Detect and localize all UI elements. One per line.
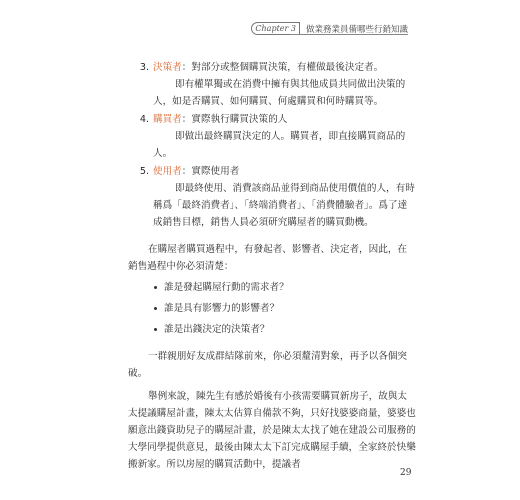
item-body: 即最終使用、消費該商品並得到商品使用價值的人，有時稱爲「最終消費者」、「終端消費者」、「消費體驗者」。爲了達成銷售目標，銷售人員必須研究購屋者的購買動機。	[153, 183, 415, 228]
item-number: 5.	[139, 166, 149, 177]
term-intro: ：對部分或整個購買決策，有權做最後決定者。	[181, 62, 384, 73]
page-number: 29	[400, 468, 412, 478]
item-body: 即有權單獨或在消費中擁有與其他成員共同做出決策的人，如是否購買、如何購買、何處購買和何時購買等。	[153, 79, 406, 107]
bullet-item: 誰是具有影響力的影響者？	[152, 300, 416, 317]
term-label: 決策者	[153, 62, 182, 73]
term-label: 使用者	[153, 166, 182, 177]
item-number: 4.	[139, 114, 149, 125]
header-rule	[290, 34, 408, 35]
list-item	[128, 111, 416, 128]
running-title: 做業務業員備哪些行銷知識	[305, 24, 408, 35]
page-body	[128, 58, 416, 473]
paragraph: 一群親朋好友成群結隊前來，你必須釐清對象，再予以各個突破。	[128, 351, 408, 379]
term-intro: ：實際使用者	[181, 166, 240, 177]
list-item	[128, 59, 416, 76]
paragraph: 在購屋者購買過程中，有發起者、影響者、決定者，因此，在銷售過程中你必須清楚：	[128, 244, 408, 272]
paragraph: 舉例來說，陳先生有感於婚後有小孩需要購買新房子，故與太太提議購屋計畫，陳太太估算自備款不夠，只好找婆婆商量，婆婆也願意出錢資助兒子的購屋計畫，於是陳太太找了她在建設公司服務的大學同學提供意見，最後由陳太太下訂完成購屋手續，全家終於快樂搬新家。所以房屋的購買活動中，提議者	[128, 391, 416, 470]
term-label: 購買者	[153, 114, 182, 125]
bullet-item: 誰是發起購屋行動的需求者？	[152, 279, 416, 296]
bullet-item: 誰是出錢決定的決策者？	[152, 321, 416, 338]
term-intro: ：實際執行購買決策的人	[181, 114, 288, 125]
item-number: 3.	[139, 62, 149, 73]
chapter-label: Chapter 3	[251, 22, 300, 35]
item-body: 即做出最終購買決定的人。購買者，即直接購買商品的人。	[153, 131, 406, 159]
list-item	[128, 163, 416, 180]
bullet-list	[128, 279, 416, 338]
